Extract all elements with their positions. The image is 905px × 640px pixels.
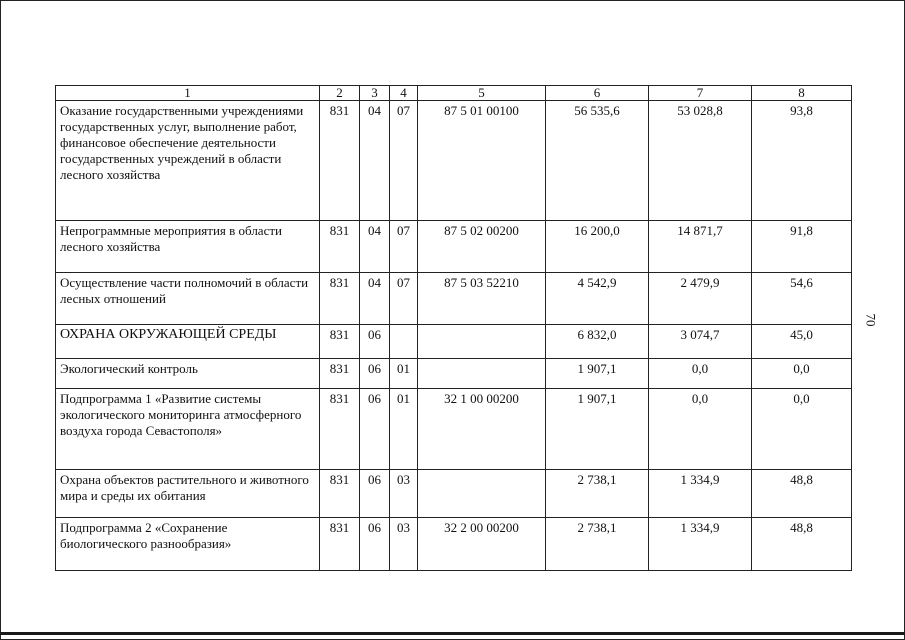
subsection-code: 07 — [390, 273, 418, 325]
section-code: 06 — [360, 359, 390, 389]
section-code: 04 — [360, 273, 390, 325]
actual-value: 53 028,8 — [649, 101, 752, 221]
row-name: Подпрограмма 1 «Развитие системы экологического мониторинга атмосферного воздуха города Севастополя» — [56, 389, 320, 470]
admin-code: 831 — [320, 470, 360, 518]
table-row — [56, 389, 852, 470]
row-name: Осуществление части полномочий в области лесных отношений — [56, 273, 320, 325]
row-name: ОХРАНА ОКРУЖАЮЩЕЙ СРЕДЫ — [56, 325, 320, 359]
percent-value: 45,0 — [752, 325, 852, 359]
actual-value: 1 334,9 — [649, 518, 752, 571]
admin-code: 831 — [320, 325, 360, 359]
header-col-7: 7 — [649, 86, 752, 101]
percent-value: 91,8 — [752, 221, 852, 273]
target-article: 87 5 03 52210 — [418, 273, 546, 325]
budget-table — [55, 85, 852, 571]
page-number: 70 — [863, 313, 879, 327]
percent-value: 0,0 — [752, 359, 852, 389]
header-col-1: 1 — [56, 86, 320, 101]
row-name: Экологический контроль — [56, 359, 320, 389]
actual-value: 0,0 — [649, 359, 752, 389]
subsection-code: 01 — [390, 359, 418, 389]
target-article: 87 5 02 00200 — [418, 221, 546, 273]
header-col-8: 8 — [752, 86, 852, 101]
table-row — [56, 470, 852, 518]
subsection-code: 07 — [390, 221, 418, 273]
actual-value: 2 479,9 — [649, 273, 752, 325]
subsection-code: 07 — [390, 101, 418, 221]
actual-value: 3 074,7 — [649, 325, 752, 359]
percent-value: 48,8 — [752, 470, 852, 518]
admin-code: 831 — [320, 101, 360, 221]
plan-value: 2 738,1 — [546, 470, 649, 518]
table-row — [56, 101, 852, 221]
actual-value: 1 334,9 — [649, 470, 752, 518]
table-row — [56, 325, 852, 359]
target-article — [418, 359, 546, 389]
subsection-code: 01 — [390, 389, 418, 470]
actual-value: 0,0 — [649, 389, 752, 470]
header-row — [56, 86, 852, 101]
row-name: Подпрограмма 2 «Сохранение биологического разнообразия» — [56, 518, 320, 571]
row-name: Оказание государственными учреждениями государственных услуг, выполнение работ, финансовое обеспечение деятельности государственных учреждений в области лесного хозяйства — [56, 101, 320, 221]
admin-code: 831 — [320, 518, 360, 571]
section-code: 06 — [360, 470, 390, 518]
header-col-4: 4 — [390, 86, 418, 101]
section-code: 04 — [360, 221, 390, 273]
table-row — [56, 359, 852, 389]
percent-value: 48,8 — [752, 518, 852, 571]
row-name: Непрограммные мероприятия в области лесного хозяйства — [56, 221, 320, 273]
admin-code: 831 — [320, 273, 360, 325]
percent-value: 0,0 — [752, 389, 852, 470]
target-article: 32 1 00 00200 — [418, 389, 546, 470]
header-col-6: 6 — [546, 86, 649, 101]
section-code: 04 — [360, 101, 390, 221]
target-article — [418, 325, 546, 359]
admin-code: 831 — [320, 389, 360, 470]
admin-code: 831 — [320, 359, 360, 389]
target-article: 32 2 00 00200 — [418, 518, 546, 571]
table-row — [56, 518, 852, 571]
section-code: 06 — [360, 325, 390, 359]
plan-value: 2 738,1 — [546, 518, 649, 571]
actual-value: 14 871,7 — [649, 221, 752, 273]
section-code: 06 — [360, 389, 390, 470]
scan-edge-line — [0, 632, 905, 635]
plan-value: 1 907,1 — [546, 389, 649, 470]
subsection-code: 03 — [390, 470, 418, 518]
plan-value: 4 542,9 — [546, 273, 649, 325]
plan-value: 6 832,0 — [546, 325, 649, 359]
percent-value: 93,8 — [752, 101, 852, 221]
header-col-2: 2 — [320, 86, 360, 101]
subsection-code: 03 — [390, 518, 418, 571]
plan-value: 16 200,0 — [546, 221, 649, 273]
table-row — [56, 273, 852, 325]
admin-code: 831 — [320, 221, 360, 273]
percent-value: 54,6 — [752, 273, 852, 325]
target-article: 87 5 01 00100 — [418, 101, 546, 221]
target-article — [418, 470, 546, 518]
row-name: Охрана объектов растительного и животного мира и среды их обитания — [56, 470, 320, 518]
table-row — [56, 221, 852, 273]
section-code: 06 — [360, 518, 390, 571]
subsection-code — [390, 325, 418, 359]
plan-value: 56 535,6 — [546, 101, 649, 221]
header-col-3: 3 — [360, 86, 390, 101]
header-col-5: 5 — [418, 86, 546, 101]
plan-value: 1 907,1 — [546, 359, 649, 389]
